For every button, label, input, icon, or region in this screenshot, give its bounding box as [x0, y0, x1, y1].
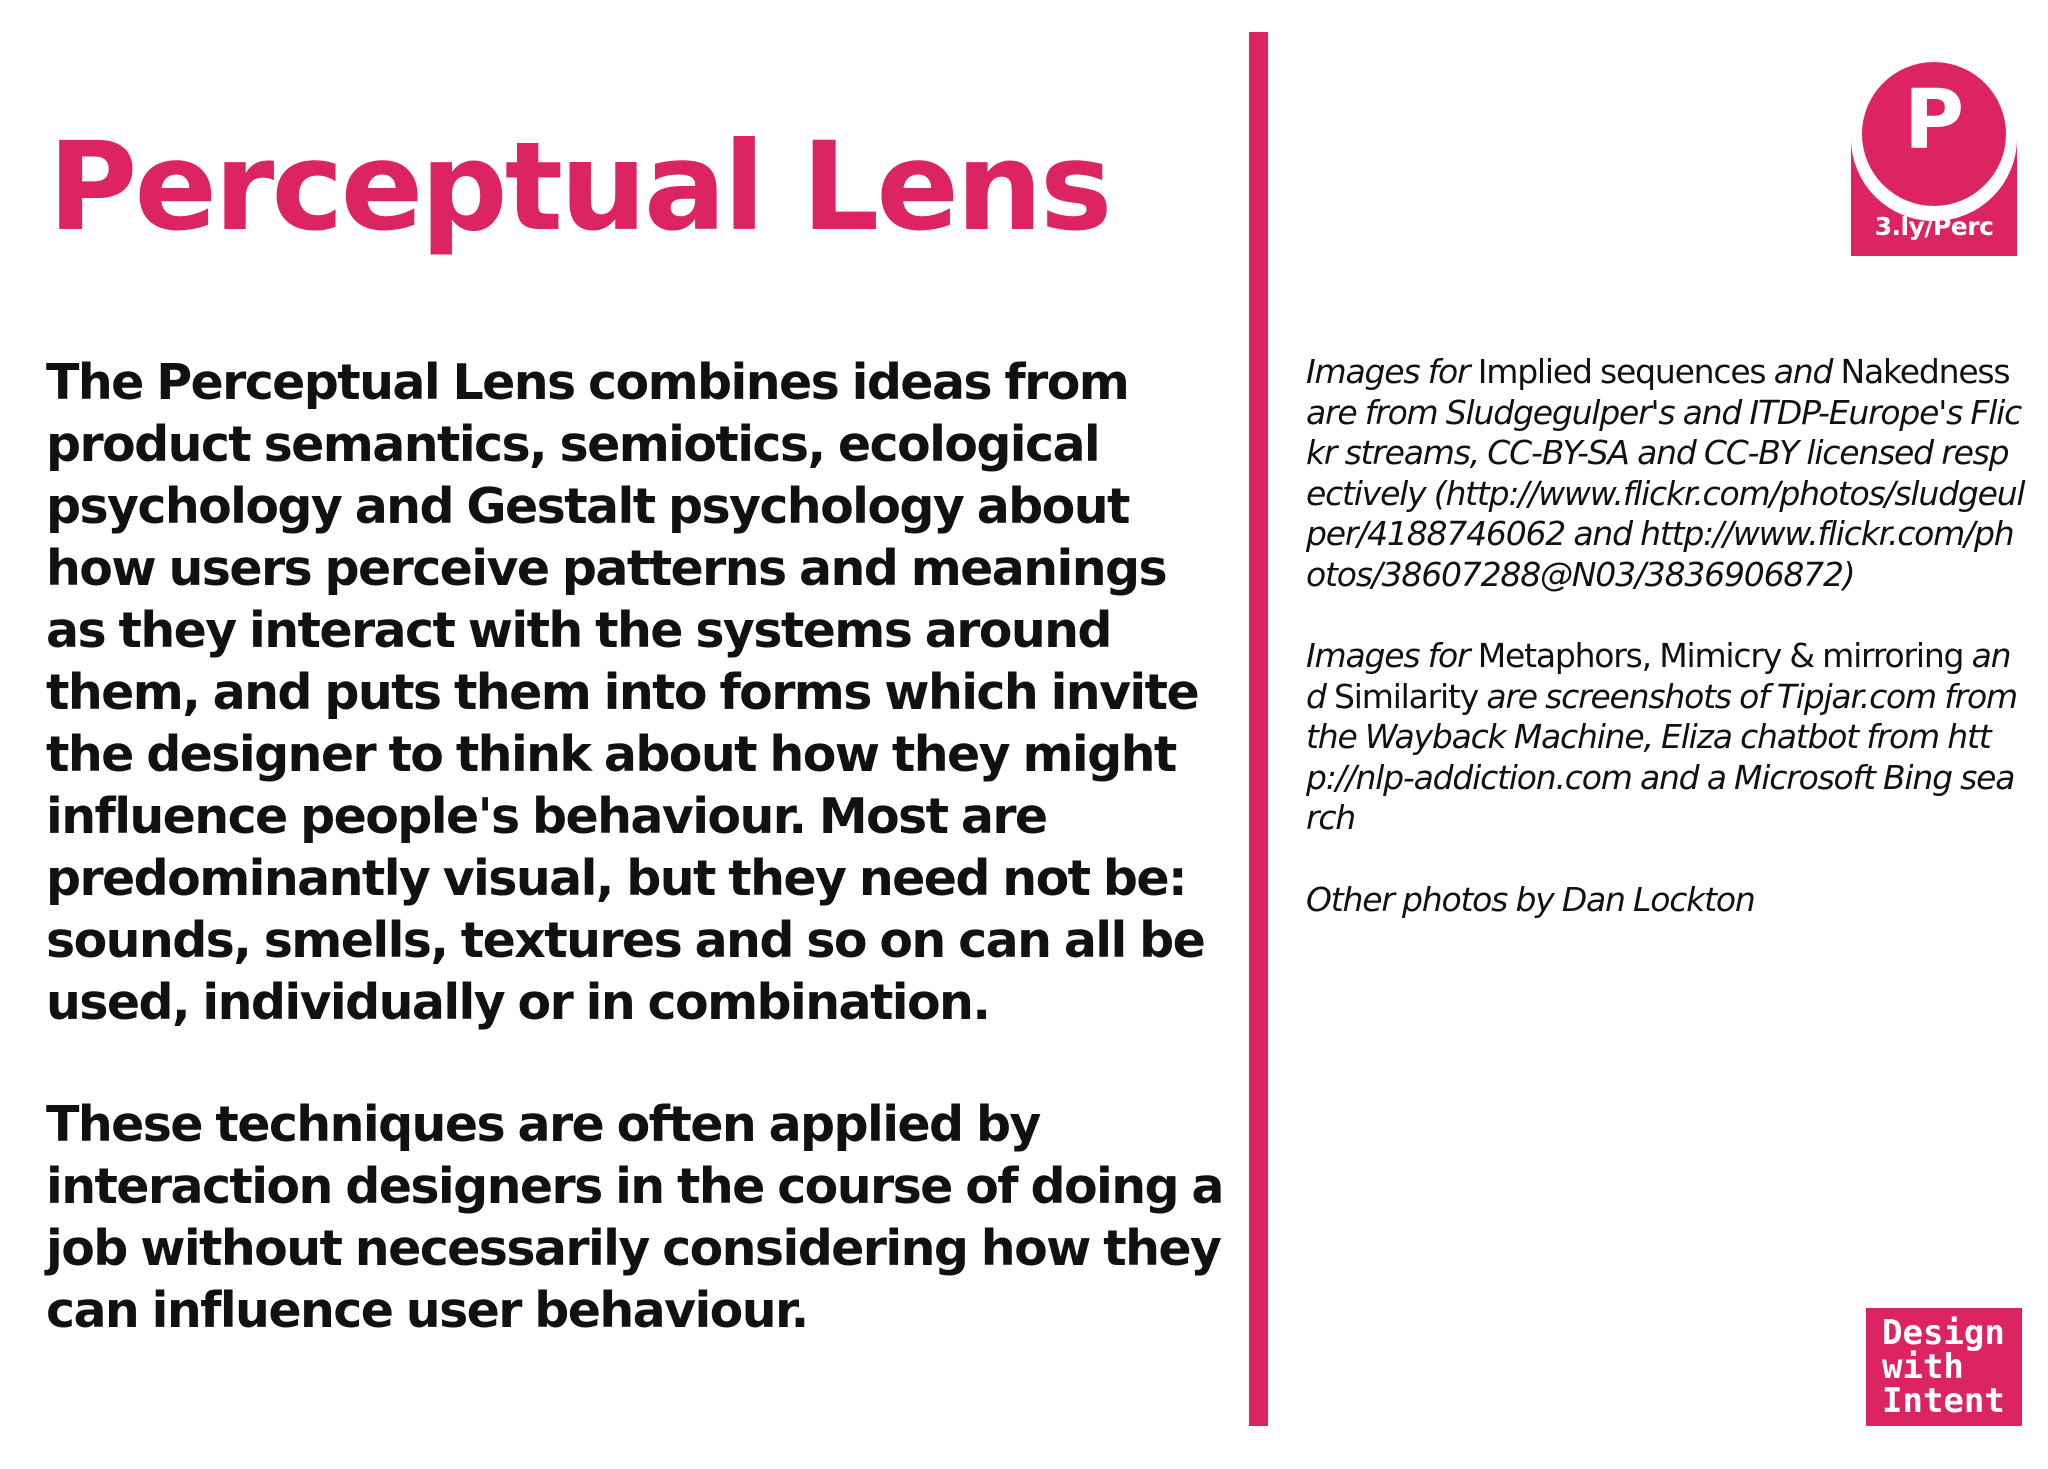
credit-2-text-1: Images for: [1306, 636, 1470, 675]
lens-badge: [1851, 60, 2017, 256]
image-credits: [1306, 352, 2026, 961]
credit-block-1: [1306, 352, 2026, 595]
credit-1-text-4: Nakedness: [1840, 352, 2010, 391]
body-paragraph-2: These techniques are often applied by interaction designers in the course of doing a job without necessarily considering how they can influence user behaviour.: [46, 1096, 1223, 1339]
main-body: [46, 352, 1236, 1402]
credit-2-text-2: Metaphors, Mimicry & mirroring: [1469, 636, 1972, 675]
credit-1-text-3: and: [1773, 352, 1833, 391]
credit-2-text-5: are screenshots of Tipjar.com from the Wayback Machine, Eliza chatbot from http://nlp-addiction.com and a Microsoft Bing search: [1306, 676, 2017, 837]
credit-3-text: Other photos by Dan Lockton: [1306, 879, 1755, 919]
body-paragraph-1: The Perceptual Lens combines ideas from product semantics, semiotics, ecological psychology and Gestalt psychology about how users perceive patterns and meanings as they interact with the systems around them, and puts them into forms which invite the designer to think about how they might influence people's behaviour. Most are predominantly visual, but they need not be: sounds, smells, textures and so on can all be used, individually or in combination.: [46, 354, 1205, 1031]
logo-line-3: Intent: [1882, 1381, 2005, 1421]
credit-2-text-4: Similarity: [1325, 676, 1487, 716]
badge-url: 3.ly/Perc: [1874, 212, 1994, 241]
credit-1-text-1: Images for: [1306, 352, 1470, 391]
vertical-divider: [1249, 32, 1268, 1426]
logo-line-2: with: [1882, 1347, 1964, 1387]
credit-2-text-3: and: [1306, 636, 2011, 716]
design-with-intent-logo: [1866, 1308, 2022, 1426]
slide-title: Perceptual Lens: [48, 116, 1110, 258]
logo-line-1: Design: [1882, 1313, 2005, 1353]
credit-1-text-2: Implied sequences: [1469, 352, 1774, 391]
badge-letter: P: [1903, 73, 1965, 168]
credit-1-text-5: are from Sludgegulper's and ITDP-Europe's Flickr streams, CC-BY-SA and CC-BY licensed respectively (http://www.flickr.com/photos/sludgeulper/4188746062 and http://www.flickr.com/photos/38607288@N03/3836906872): [1306, 392, 2025, 594]
credit-block-3: [1306, 880, 2026, 921]
credit-block-2: [1306, 636, 2026, 839]
